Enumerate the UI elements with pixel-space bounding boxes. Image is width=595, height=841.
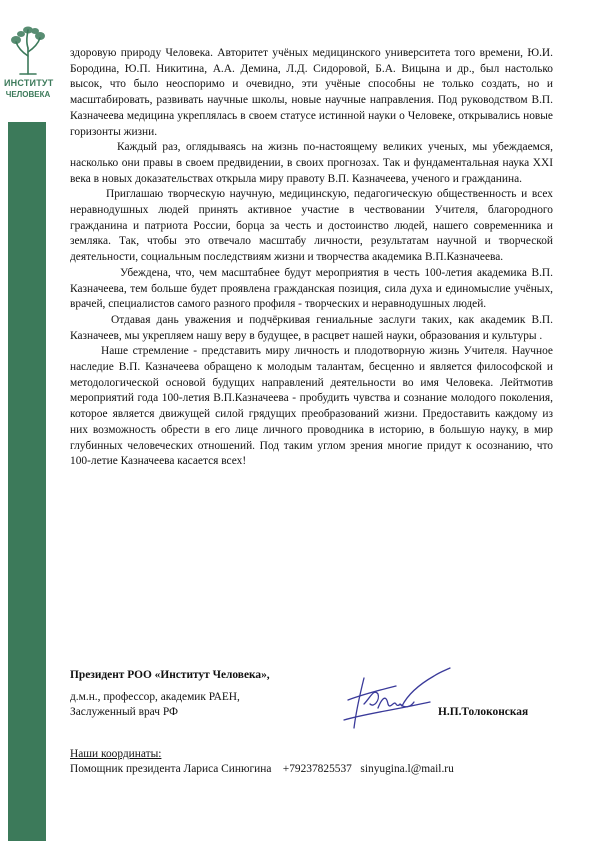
sidebar-green-band: [8, 122, 46, 841]
letter-body: [70, 46, 553, 470]
paragraph-1: здоровую природу Человека. Авторитет учёных медицинского университета того времени, Ю.И. Бородина, Ю.П. Никитина, А.А. Демина, Л.Д. Сидоровой, Б.А. Вицына и др., был настолько высок, что было неоспоримо и очевидно, эти учёные способны не только создать, но и масштабировать, развивать научные школы, новые научные направления. Под руководством В.П. Казначеева медицина укреплялась в своем статусе истинной науки о Человеке, открывались новые горизонты жизни.: [70, 47, 553, 138]
contacts-heading: Наши координаты:: [70, 748, 162, 760]
phone-number: +79237825537: [282, 763, 352, 775]
institute-logo: [4, 26, 52, 122]
president-title: Президент РОО «Институт Человека»,: [70, 669, 270, 681]
paragraph-3: Приглашаю творческую научную, медицинскую, педагогическую общественность и всех неравнодушных людей принять активное участие в чествовании Учителя, благородного гражданина и патриота России, борца за честь и достоинство людей, нашего современника и земляка. Так, чтобы это отвечало масштабу личности, результатам научной и творческой деятельности, социальным последствиям жизни и творчества академика В.П.Казначеева.: [70, 188, 553, 264]
handwritten-signature: [334, 664, 454, 740]
contacts-block: [70, 747, 553, 777]
assistant-label: Помощник президента Лариса Синюгина: [70, 763, 272, 775]
contacts-line: [70, 762, 553, 777]
paragraph-5: Отдавая дань уважения и подчёркивая гениальные заслуги таких, как академик В.П. Казначеев, мы укрепляем нашу веру в будущее, в расцвет нашей науки, образования и культуры .: [70, 313, 553, 342]
credentials-line-1: д.м.н., профессор, академик РАЕН,: [70, 691, 240, 703]
paragraph-4: Убеждена, что, чем масштабнее будут мероприятия в честь 100-летия академика В.П. Казначеева, тем больше будет проявлена гражданская позиция, сила духа и единомыслие учёных, врачей, специалистов самого разного профиля - творческих и неравнодушных людей.: [70, 266, 553, 311]
paragraph-6: Наше стремление - представить миру личность и плодотворную жизнь Учителя. Научное наследие В.П. Казначеева обращено к молодым талантам, бесценно и является философской и методологической основой будущих направлений деятельности во имя Человека. Лейтмотив мероприятий года 100-летия В.П.Казначеева - пробудить чувства и сознание молодого поколения, которое является движущей силой грядущих преобразований жизни. Предоставить каждому из них возможность обрести в его лице личного проводника в историю, в большую науку, в мир глубинных человеческих отношений. Под таким углом зрения многие придут к осознанию, что 100-летие Казначеева касается всех!: [70, 345, 553, 468]
logo-text-line2: ЧЕЛОВЕКА: [5, 90, 51, 99]
email-address[interactable]: sinyugina.l@mail.ru: [360, 763, 454, 775]
signer-name: Н.П.Толоконская: [438, 706, 529, 718]
credentials-line-2: Заслуженный врач РФ: [70, 706, 178, 718]
paragraph-2: Каждый раз, оглядываясь на жизнь по-настоящему великих ученых, мы убеждаемся, насколько они правы в своем предвидении, в своих прогнозах. Так и фундаментальная наука XXI века в новых доказательствах открыла миру правоту В.П. Казначеева, ученого и гражданина.: [70, 141, 553, 185]
sidebar: [0, 0, 52, 841]
tree-logo-icon: [10, 26, 46, 76]
logo-text-line1: ИНСТИТУТ: [4, 78, 54, 88]
signature-block: [70, 668, 553, 720]
